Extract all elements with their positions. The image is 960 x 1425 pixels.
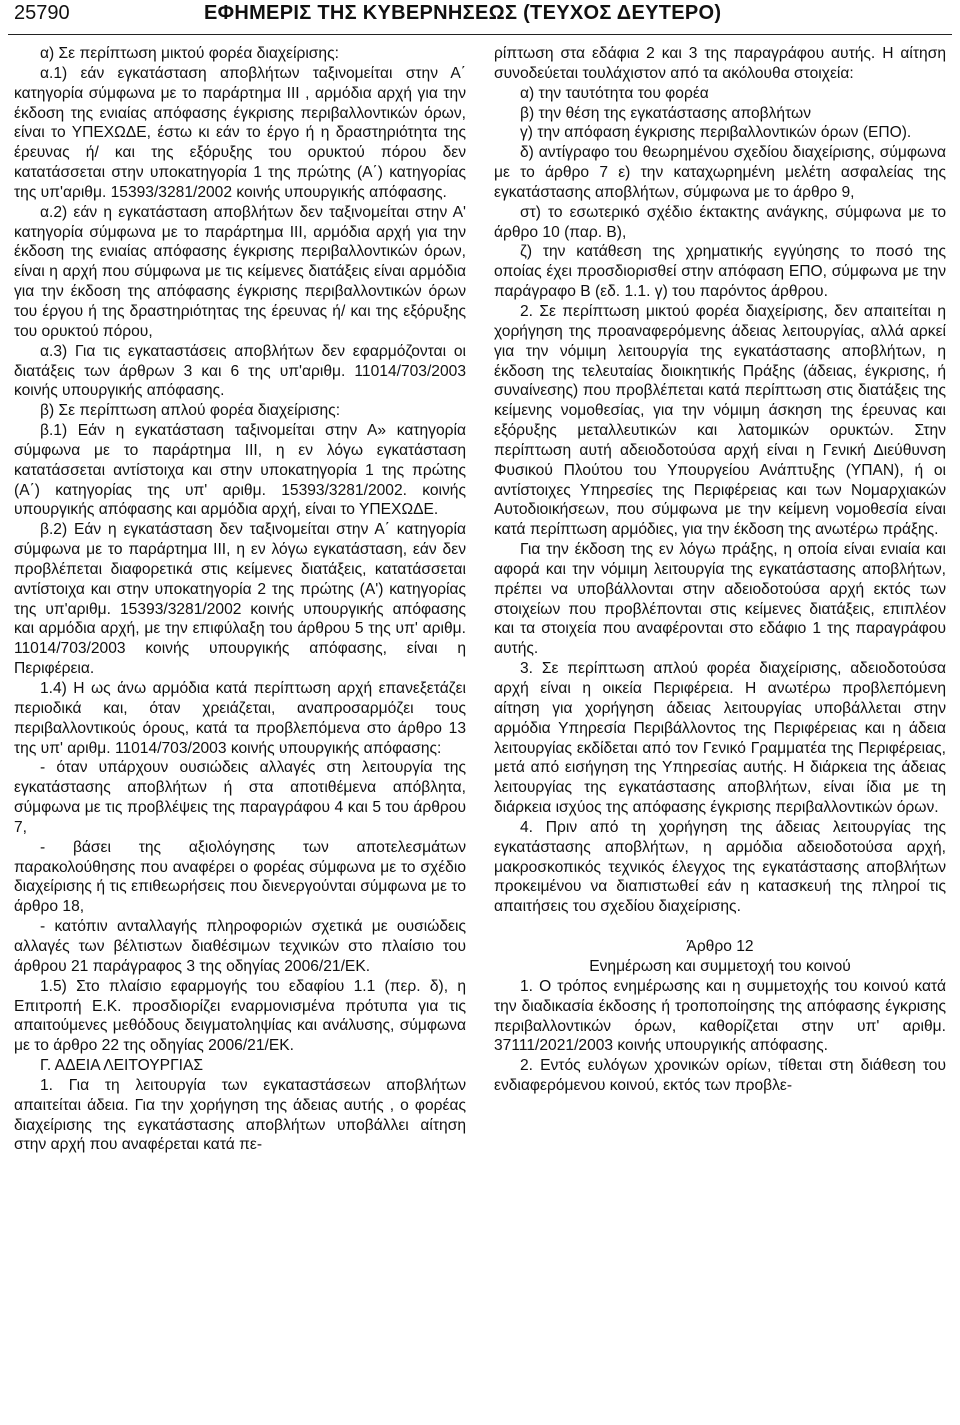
right-column <box>494 44 946 1155</box>
text-columns <box>14 44 946 1155</box>
journal-title: ΕΦΗΜΕΡΙΣ ΤΗΣ ΚΥΒΕΡΝΗΣΕΩΣ (ΤΕΥΧΟΣ ΔΕΥΤΕΡΟ) <box>204 2 722 24</box>
article-title: Ενημέρωση και συμμετοχή του κοινού <box>589 957 851 975</box>
paragraph: α) την ταυτότητα του φορέα <box>520 84 709 102</box>
paragraph: 2. Σε περίπτωση μικτού φορέα διαχείρισης, δεν απαιτείται η χορήγηση της προαναφερόμενης άδειας λειτουργίας, αλλά αρκεί για την νόμιμη λειτουργία της εγκατάστασης αποβλήτων, η έκδοση της τελευταίας διοικητικής Πράξης (άδειας, έγκρισης, ή συναίνεσης) που προβλέπεται κατά περίπτωση στις διατάξεις της κείμενης νομοθεσίας, για την νόμιμη άσκηση της έρευνας και εξόρυξης μεταλλευτικών και λατομικών ορυκτών. Στην περίπτωση αυτή αδειοδοτούσα αρχή είναι η Γενική Διεύθυνση Φυσικού Πλούτου του Υπουργείου Ανάπτυξης (ΥΠΑΝ), ή οι αντίστοιχες Υπηρεσίες της Περιφέρειας και των Νομαρχιακών Αυτοδιοικήσεων, που σύμφωνα με την κείμενη νομοθεσία είναι κατά περίπτωση αρμόδιες, για την έκδοση της ανωτέρω πράξης. <box>494 302 946 539</box>
page-number: 25790 <box>14 2 70 24</box>
paragraph: α.1) εάν εγκατάσταση αποβλήτων ταξινομείται στην Α΄ κατηγορία σύμφωνα με το παράρτημα ΙΙΙ , αρμόδια αρχή για την έκδοση της ενιαίας απόφασης έγκρισης περιβαλλοντικών όρων, είναι το ΥΠΕΧΩΔΕ, έστω κι εάν το έργο ή η δραστηριότητα της έρευνας ή/ και της εξόρυξης του ορυκτού πόρου δεν κατατάσσεται στην υποκατηγορία 1 της πρώτης (Α΄) κατηγορίας της υπ'αριθμ. 15393/3281/2002 κοινής υπουργικής απόφασης. <box>14 64 466 201</box>
page-header <box>8 0 952 35</box>
paragraph: 1.5) Στο πλαίσιο εφαρμογής του εδαφίου 1.1 (περ. δ), η Επιτροπή Ε.Κ. προσδιορίζει εναρμονισμένα πρότυπα για τις απαιτούμενες μεθόδους δειγματοληψίας και ανάλυσης, σύμφωνα με το άρθρο 22 της οδηγίας 2006/21/ΕΚ. <box>14 977 466 1055</box>
paragraph: δ) αντίγραφο του θεωρημένου σχεδίου διαχείρισης, σύμφωνα με το άρθρο 7 ε) την καταχωρημένη μελέτη ασφαλείας της εγκατάστασης αποβλήτων, σύμφωνα με το άρθρο 9, <box>494 144 946 201</box>
paragraph: στ) το εσωτερικό σχέδιο έκτακτης ανάγκης, σύμφωνα με το άρθρο 10 (παρ. Β), <box>494 203 946 241</box>
paragraph: ζ) την κατάθεση της χρηματικής εγγύησης το ποσό της οποίας έχει προσδιορισθεί στην απόφαση ΕΠΟ, σύμφωνα με την παράγραφο Β (εδ. 1.1. γ) του παρόντος άρθρου. <box>494 243 946 301</box>
paragraph: 1. Για τη λειτουργία των εγκαταστάσεων αποβλήτων απαιτείται άδεια. Για την χορήγηση της άδειας αυτής , ο φορέας διαχείρισης της εγκατάστασης αποβλήτων υποβάλλει αίτηση στην αρχή που αναφέρεται κατά πε- <box>14 1076 466 1154</box>
paragraph: 2. Εντός ευλόγων χρονικών ορίων, τίθεται στη διάθεση του ενδιαφερόμενου κοινού, εκτός των προβλε- <box>494 1057 946 1095</box>
paragraph: β) την θέση της εγκατάστασης αποβλήτων <box>520 104 812 122</box>
paragraph: - κατόπιν ανταλλαγής πληροφοριών σχετικά με ουσιώδεις αλλαγές των βέλτιστων διαθέσιμων τεχνικών στο πλαίσιο του άρθρου 21 παράγραφος 3 της οδηγίας 2006/21/ΕΚ. <box>14 918 466 975</box>
paragraph: β.2) Εάν η εγκατάσταση δεν ταξινομείται στην Α΄ κατηγορία σύμφωνα με το παράρτημα ΙΙΙ, η εν λόγω εγκατάσταση, εάν δεν προβλέπεται διαφορετικά στις κείμενες διατάξεις, κατατάσσεται αντίστοιχα και στην υποκατηγορία 2 της πρώτης (Α') κατηγορίας της υπ'αριθμ. 15393/3281/2002 κοινής υπουργικής απόφασης και αρμόδια αρχή, με την επιφύλαξη του άρθρου 5 της υπ' αριθμ. 11014/703/2003 κοινής υπουργικής απόφασης, είναι η Περιφέρεια. <box>14 521 466 678</box>
paragraph: α) Σε περίπτωση μικτού φορέα διαχείρισης: <box>40 45 339 62</box>
spacer <box>494 917 946 937</box>
article-number: Άρθρο 12 <box>686 938 754 956</box>
paragraph: 1. Ο τρόπος ενημέρωσης και η συμμετοχής του κοινού κατά την διαδικασία έκδοσης ή τροποποίησης της απόφασης έγκρισης περιβαλλοντικών όρων, καθορίζεται στην υπ' αριθμ. 37111/2021/2003 κοινής υπουργικής απόφασης. <box>494 977 946 1055</box>
paragraph: 3. Σε περίπτωση απλού φορέα διαχείρισης, αδειοδοτούσα αρχή είναι η οικεία Περιφέρεια. Η ανωτέρω προβλεπόμενη αίτηση για χορήγηση άδειας λειτουργίας υποβάλλεται στην αρμόδια Υπηρεσία Περιβάλλοντος της Περιφέρειας και η άδεια λειτουργίας εκδίδεται από τον Γενικό Γραμματέα της Περιφέρειας, μετά από εισήγηση της Υπηρεσίας αυτής. Η διάρκεια της άδειας λειτουργίας της εγκατάστασης αποβλήτων, είναι ίδια με τη διάρκεια ισχύος της απόφασης έγκρισης περιβαλλοντικών όρων. <box>494 660 946 817</box>
paragraph: 4. Πριν από τη χορήγηση της άδειας λειτουργίας της εγκατάστασης αποβλήτων, η αρμόδια αδειοδοτούσα αρχή, μακροσκοπικός τεχνικός έλεγχος της εγκατάστασης αποβλήτων προκειμένου να διαπιστωθεί εάν η κατασκευή της πληροί τις απαιτήσεις του σχεδίου διαχείρισης. <box>494 818 946 916</box>
section-heading: Γ. ΑΔΕΙΑ ΛΕΙΤΟΥΡΓΙΑΣ <box>40 1057 204 1075</box>
paragraph: β.1) Εάν η εγκατάσταση ταξινομείται στην Α» κατηγορία σύμφωνα με το παράρτημα ΙΙΙ, η εν λόγω εγκατάσταση κατατάσσεται αντίστοιχα και στην υποκατηγορία 1 της πρώτης (Α΄) κατηγορίας της υπ' αριθμ. 15393/3281/2002. κοινής υπουργικής απόφασης και αρμόδια αρχή, είναι το ΥΠΕΧΩΔΕ. <box>14 422 466 519</box>
paragraph: 1.4) Η ως άνω αρμόδια κατά περίπτωση αρχή επανεξετάζει περιοδικά και, όταν χρειάζεται, αναπροσαρμόζει τους περιβαλλοντικούς όρους, κατά τα προβλεπόμενα στο άρθρο 13 της υπ' αριθμ. 11014/703/2003 κοινής υπουργικής απόφασης: <box>14 680 466 757</box>
paragraph: α.2) εάν η εγκατάσταση αποβλήτων δεν ταξινομείται στην Α' κατηγορία σύμφωνα με το παράρτημα ΙΙΙ, αρμόδια αρχή για την έκδοση της ενιαίας απόφασης έγκρισης περιβαλλοντικών όρων, είναι η αρχή που σύμφωνα με τις κείμενες διατάξεις είναι αρμόδια για την έκδοση της απόφασης έγκρισης περιβαλλοντικών όρων του έργου ή της δραστηριότητας της έρευνας ή/ και της εξόρυξης του ορυκτού πόρου, <box>14 203 466 340</box>
paragraph: - βάσει της αξιολόγησης των αποτελεσμάτων παρακολούθησης που αναφέρει ο φορέας σύμφωνα με το σχέδιο διαχείρισης ή τις επιθεωρήσεις που διενεργούνται σύμφωνα με το άρθρο 18, <box>14 838 466 916</box>
paragraph: Για την έκδοση της εν λόγω πράξης, η οποία είναι ενιαία και αφορά και την νόμιμη λειτουργία της εγκατάστασης αποβλήτων, πρέπει να υποβάλλονται στην αδειοδοτούσα αρχή εκτός των στοιχείων που προβλέπονται στις κείμενες διατάξεις, επιπλέον και τα στοιχεία που αναφέρονται στο εδάφιο 1 της παραγράφου αυτής. <box>494 541 946 658</box>
left-column <box>14 44 466 1155</box>
paragraph: α.3) Για τις εγκαταστάσεις αποβλήτων δεν εφαρμόζονται οι διατάξεις των άρθρων 3 και 6 της υπ'αριθμ. 11014/703/2003 κοινής υπουργικής απόφασης. <box>14 342 466 400</box>
paragraph: ρίπτωση στα εδάφια 2 και 3 της παραγράφου αυτής. Η αίτηση συνοδεύεται τουλάχιστον από τα ακόλουθα στοιχεία: <box>494 45 946 82</box>
paragraph: - όταν υπάρχουν ουσιώδεις αλλαγές στη λειτουργία της εγκατάστασης αποβλήτων ή στα αποτιθέμενα απόβλητα, σύμφωνα με τις προβλέψεις της παραγράφου 4 και 5 του άρθρου 7, <box>14 759 466 836</box>
paragraph: γ) την απόφαση έγκρισης περιβαλλοντικών όρων (ΕΠΟ). <box>520 124 912 142</box>
paragraph: β) Σε περίπτωση απλού φορέα διαχείρισης: <box>40 402 341 420</box>
